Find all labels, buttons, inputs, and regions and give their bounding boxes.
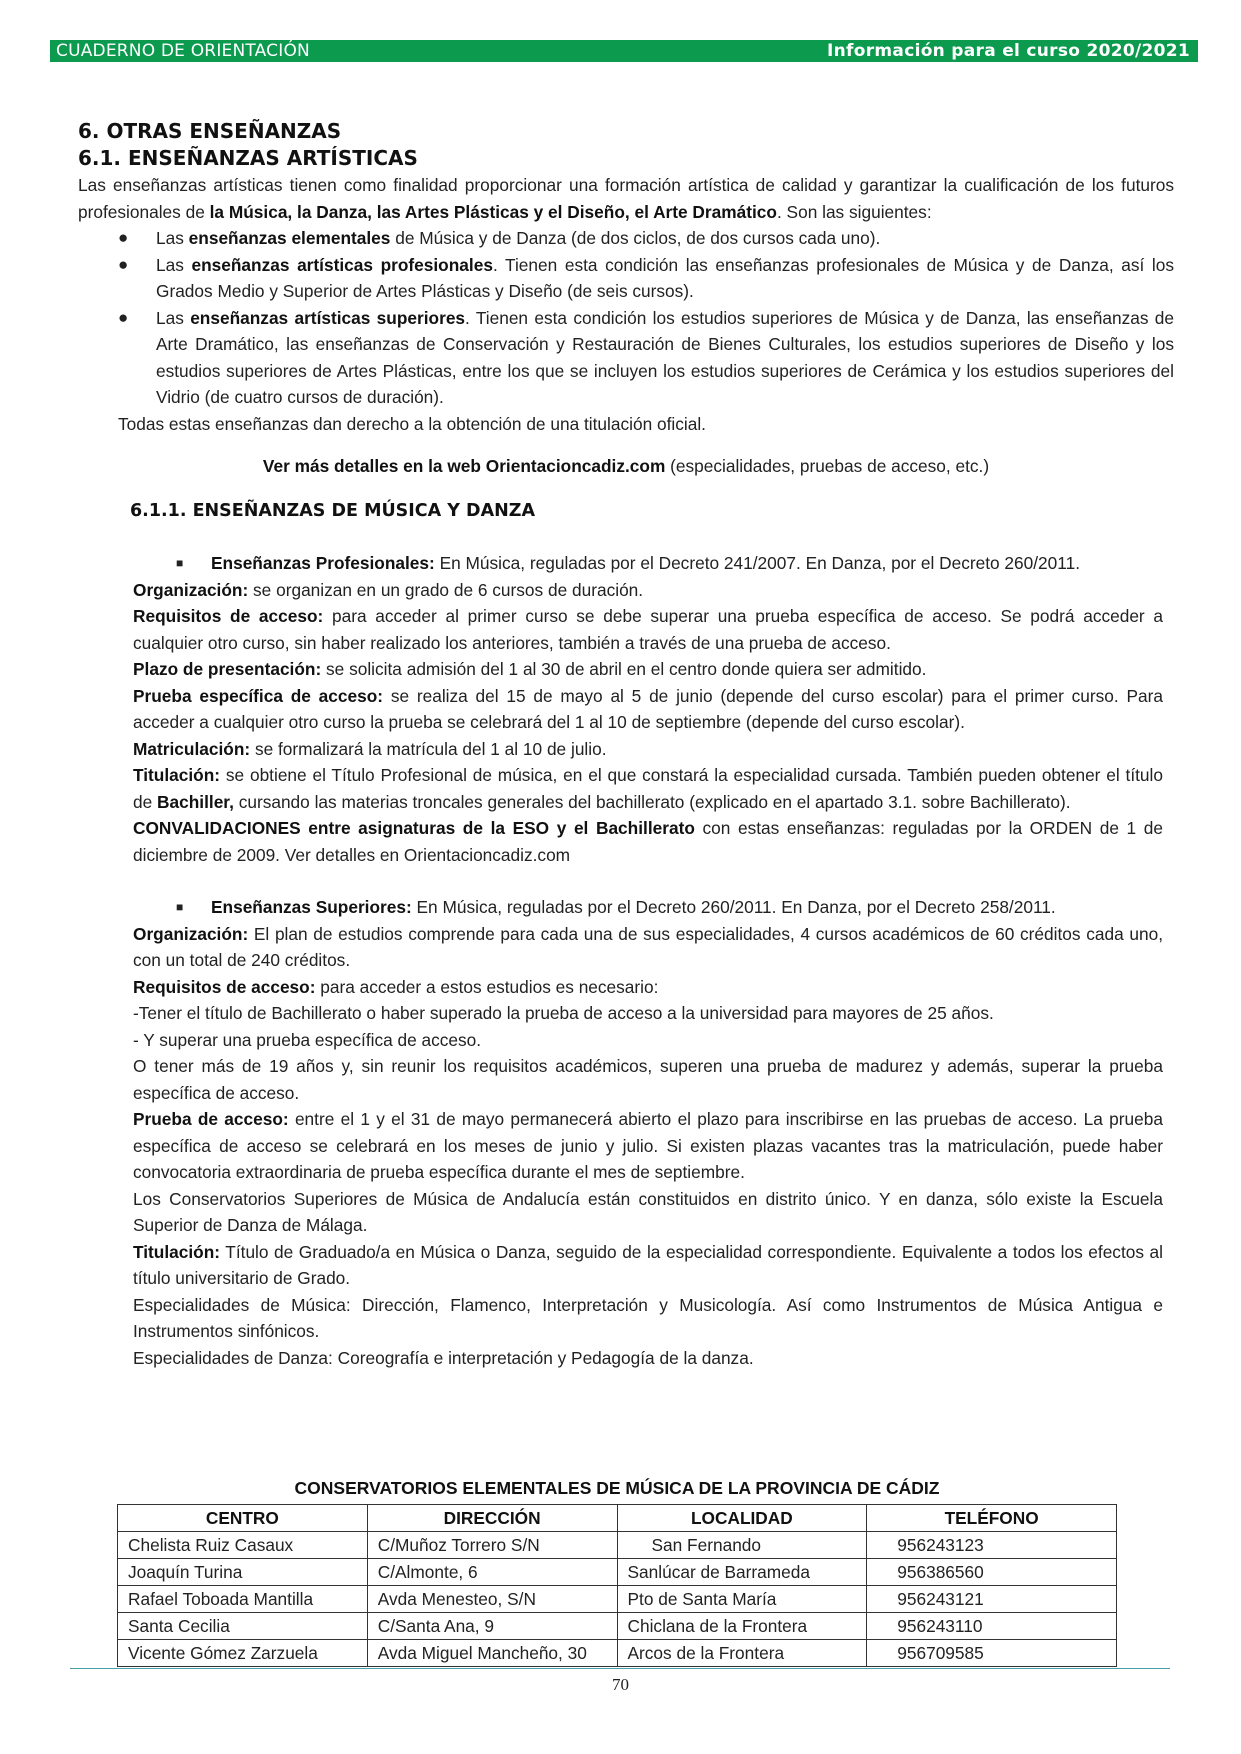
square-bullet-icon: ■ [176,900,184,914]
item-text: de Música y de Danza (de dos ciclos, de dos cursos cada uno). [390,228,881,248]
cell-centro: Santa Cecilia [118,1613,368,1640]
professional-item [133,550,1163,577]
prof-text: En Música, reguladas por el Decreto 241/2007. En Danza, por el Decreto 260/2011. [434,553,1081,573]
teaching-types-list [78,225,1174,411]
sup-req-line2: - Y superar una prueba específica de acceso. [133,1029,482,1050]
text: se realiza del 15 de mayo al 5 de junio (depende del curso escolar) para el primer curso. Para acceder a cualquier otro curso la prueba se celebrará del 1 al 10 de septiembre (depende del curso escolar). [133,685,1163,732]
label: Bachiller, [157,791,234,812]
item-text: Las [156,254,192,275]
text: se formalizará la matrícula del 1 al 10 de julio. [250,738,607,759]
label: CONVALIDACIONES entre asignaturas de la ESO y el Bachillerato [133,818,695,838]
label: Matriculación: [133,738,251,759]
col-header: DIRECCIÓN [367,1505,617,1532]
web-link[interactable]: Ver más detalles en la web Orientacioncadiz.com [262,456,666,476]
professional-block [133,550,1163,868]
bullet-icon: ● [118,228,129,247]
col-header: LOCALIDAD [617,1505,867,1532]
text: se solicita admisión del 1 al 30 de abril en el centro donde quiera ser admitido. [321,659,927,679]
cell-direccion: C/Muñoz Torrero S/N [367,1532,617,1559]
intro-text-1: Las enseñanzas artísticas tienen como finalidad proporcionar una formación artística de calidad y garantizar la cualificación de los futuros profesionales de [78,175,1174,222]
cell-telefono: 956243121 [867,1586,1117,1613]
cell-telefono: 956243123 [867,1532,1117,1559]
page-content [78,118,1174,1371]
sup-tit [133,1239,1163,1292]
item-text: Las [156,307,191,328]
label: Requisitos de acceso: [133,606,324,626]
sup-req-line1: -Tener el título de Bachillerato o haber superado la prueba de acceso a la universidad para mayores de 25 años. [133,1003,994,1023]
prof-prueba [133,683,1163,736]
text: se organizan en un grado de 6 cursos de duración. [248,579,644,600]
text: Título de Graduado/a en Música o Danza, seguido de la especialidad correspondiente. Equivalente a todos los efectos al título universitario de Grado. [133,1241,1163,1288]
text: El plan de estudios comprende para cada una de sus especialidades, 4 cursos académicos de 60 créditos cada uno, con un total de 240 créditos. [133,923,1163,970]
cell-telefono: 956709585 [867,1640,1117,1667]
cell-direccion: C/Santa Ana, 9 [367,1613,617,1640]
cell-centro: Vicente Gómez Zarzuela [118,1640,368,1667]
sup-prueba [133,1106,1163,1186]
text: entre el 1 y el 31 de mayo permanecerá abierto el plazo para inscribirse en las pruebas de acceso. La prueba específica de acceso se celebrará en los meses de junio y julio. Si existen plazas vacantes tras la matriculación, puede haber convocatoria extraordinaria de prueba específica durante el mes de septiembre. [133,1109,1163,1182]
prof-org [133,577,1163,604]
closing-text: Todas estas enseñanzas dan derecho a la obtención de una titulación oficial. [118,413,706,434]
sup-req [133,974,1163,1001]
web-link-rest: (especialidades, pruebas de acceso, etc.) [665,456,990,476]
label: Organización: [133,923,249,944]
cell-centro: Rafael Toboada Mantilla [118,1586,368,1613]
table-header-row [118,1505,1117,1532]
cell-localidad: Arcos de la Frontera [617,1640,867,1667]
prof-label: Enseñanzas Profesionales: [211,553,435,573]
table-row [118,1586,1117,1613]
item-text: Las [156,228,189,248]
table-row [118,1559,1117,1586]
col-header: TELÉFONO [867,1505,1117,1532]
sup-esp-danza: Especialidades de Danza: Coreografía e interpretación y Pedagogía de la danza. [133,1347,754,1368]
sup-conserv: Los Conservatorios Superiores de Música de Andalucía están constituidos en distrito único. Y en danza, sólo existe la Escuela Superior de Danza de Málaga. [133,1188,1163,1235]
cell-localidad: San Fernando [617,1532,867,1559]
item-bold: enseñanzas artísticas profesionales [191,254,493,275]
cell-direccion: Avda Miguel Mancheño, 30 [367,1640,617,1667]
sup-org [133,921,1163,974]
text: cursando las materias troncales generales del bachillerato (explicado en el apartado 3.1. sobre Bachillerato). [233,791,1071,812]
page-number: 70 [612,1675,629,1694]
cell-centro: Chelista Ruiz Casaux [118,1532,368,1559]
conservatories-table [117,1504,1117,1667]
cell-direccion: Avda Menesteo, S/N [367,1586,617,1613]
text: se obtiene el Título Profesional de música, en el que constará la especialidad cursada. También pueden obtener el título de [133,765,1163,812]
cell-centro: Joaquín Turina [118,1559,368,1586]
intro-text-2: . Son las siguientes: [776,201,932,222]
cell-telefono: 956386560 [867,1559,1117,1586]
bullet-icon: ● [118,254,129,274]
prof-matri [133,736,1163,763]
prof-plazo [133,656,1163,683]
list-item [78,252,1174,305]
cell-localidad: Chiclana de la Frontera [617,1613,867,1640]
label: Organización: [133,579,249,600]
footer-divider [70,1668,1170,1669]
label: Titulación: [133,765,221,785]
label: Plazo de presentación: [133,659,322,679]
header-title: CUADERNO DE ORIENTACIÓN [56,41,310,61]
intro-paragraph [78,172,1174,225]
list-item [78,305,1174,411]
superior-item [133,894,1163,921]
table-row [118,1613,1117,1640]
superior-block [133,894,1163,1371]
prof-conv [133,815,1163,868]
text: con estas enseñanzas: reguladas por la ORDEN de 1 de diciembre de 2009. Ver detalles en Orientacioncadiz.com [133,818,1163,865]
prof-tit [133,762,1163,815]
prof-req [133,603,1163,656]
cell-telefono: 956243110 [867,1613,1117,1640]
bullet-icon: ● [118,307,129,327]
intro-bold: la Música, la Danza, las Artes Plásticas y el Diseño, el Arte Dramático [209,201,777,222]
item-text: . Tienen esta condición las enseñanzas profesionales de Música y de Danza, así los Grados Medio y Superior de Artes Plásticas y Diseño (de seis cursos). [156,254,1174,301]
subsection-heading: 6.1.1. ENSEÑANZAS DE MÚSICA Y DANZA [130,500,535,521]
cell-localidad: Pto de Santa María [617,1586,867,1613]
label: Requisitos de acceso: [133,976,316,997]
text: para acceder a estos estudios es necesario: [315,976,659,997]
col-header: CENTRO [118,1505,368,1532]
label: Prueba de acceso: [133,1109,289,1129]
cell-localidad: Sanlúcar de Barrameda [617,1559,867,1586]
web-link-line [78,453,1174,480]
sup-text: En Música, reguladas por el Decreto 260/2011. En Danza, por el Decreto 258/2011. [411,897,1056,917]
section-title: 6. OTRAS ENSEÑANZAS [78,119,342,143]
square-bullet-icon: ■ [176,556,184,570]
label: Titulación: [133,1241,221,1262]
item-bold: enseñanzas elementales [188,228,391,248]
item-bold: enseñanzas artísticas superiores [190,307,466,328]
section-subtitle: 6.1. ENSEÑANZAS ARTÍSTICAS [78,146,418,170]
cell-direccion: C/Almonte, 6 [367,1559,617,1586]
text: para acceder al primer curso se debe superar una prueba específica de acceso. Se podrá acceder a cualquier otro curso, sin haber realizado los anteriores, también a través de una prueba de acceso. [133,606,1163,653]
sup-esp-music: Especialidades de Música: Dirección, Flamenco, Interpretación y Musicología. Así como Instrumentos de Música Antigua e Instrumentos sinfónicos. [133,1294,1163,1341]
item-text: . Tienen esta condición los estudios superiores de Música y de Danza, las enseñanzas de Arte Dramático, las enseñanzas de Conservación y Restauración de Bienes Culturales, los estudios superiores de Diseño y los estudios superiores de Artes Plásticas, entre los que se incluyen los estudios superiores de Cerámica y los estudios superiores del Vidrio (de cuatro cursos de duración). [156,307,1174,407]
page-header [50,40,1198,62]
table-row [118,1640,1117,1667]
sup-label: Enseñanzas Superiores: [211,897,412,917]
header-course: Información para el curso 2020/2021 [827,41,1190,61]
list-item [78,225,1174,252]
label: Prueba específica de acceso: [133,685,384,706]
table-row [118,1532,1117,1559]
table-title: CONSERVATORIOS ELEMENTALES DE MÚSICA DE LA PROVINCIA DE CÁDIZ [294,1478,940,1498]
sup-req-line3: O tener más de 19 años y, sin reunir los requisitos académicos, superen una prueba de madurez y además, superar la prueba específica de acceso. [133,1056,1163,1103]
